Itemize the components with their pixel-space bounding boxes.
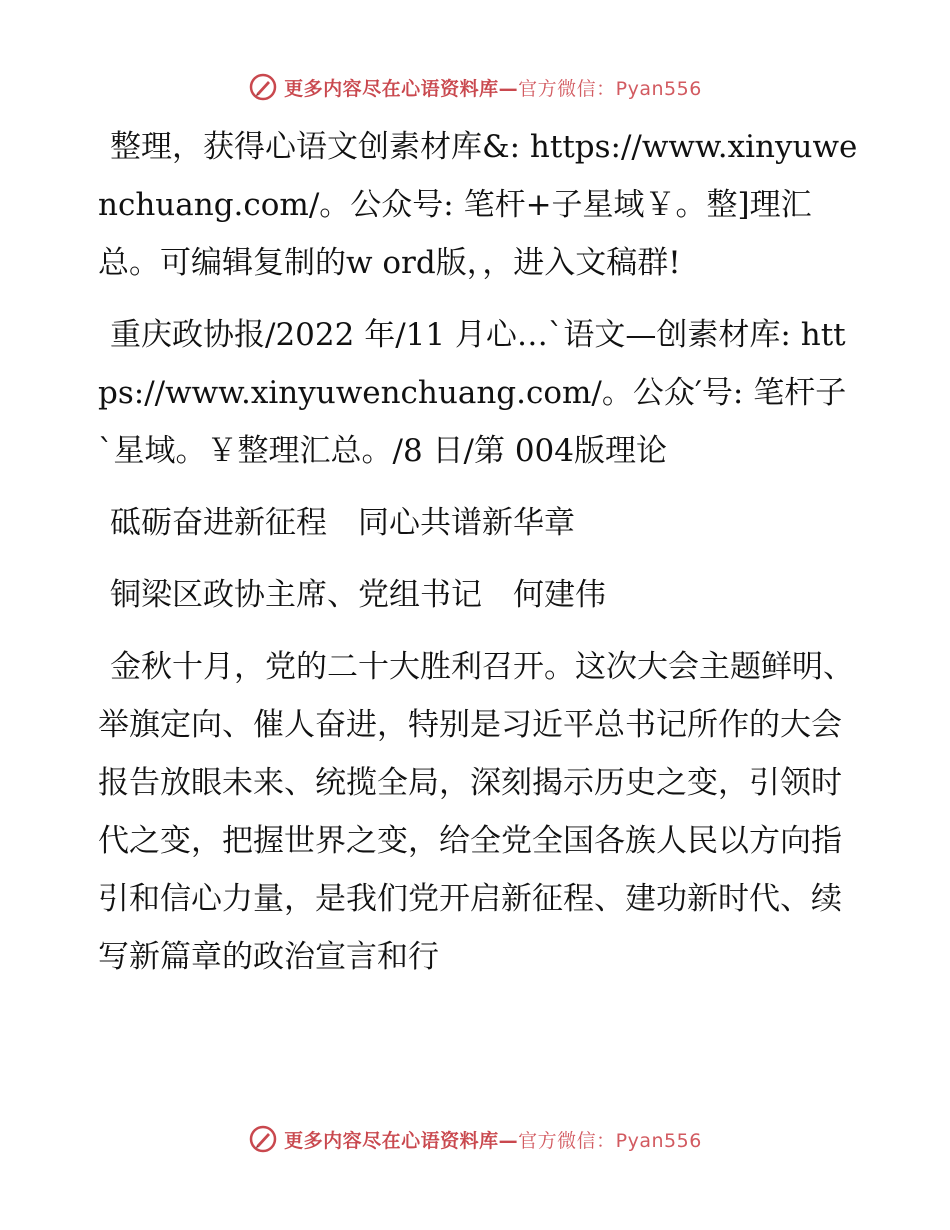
pen-logo-icon [248, 72, 278, 102]
document-body [98, 118, 858, 986]
footer-banner-text: 更多内容尽在心语资料库—官方微信：Pyan556 [284, 1129, 702, 1152]
article-title: 砥砺奋进新征程 同心共谱新华章 [110, 505, 575, 541]
pen-logo-icon [248, 1124, 278, 1154]
source-paragraph: 重庆政协报/2022 年/11 月心…`语文—创素材库: https://www.xinyuwenchuang.com/。公众′号: 笔杆子`星域。￥整理汇总。/8 日/第 004版理论 [98, 317, 847, 469]
header-banner [0, 72, 950, 102]
body-paragraph: 金秋十月，党的二十大胜利召开。这次大会主题鲜明、举旗定向、催人奋进，特别是习近平总书记所作的大会报告放眼未来、统揽全局，深刻揭示历史之变，引领时代之变，把握世界之变，给全党全国各族人民以方向指引和信心力量，是我们党开启新征程、建功新时代、续写新篇章的政治宣言和行 [98, 649, 854, 975]
footer-banner [0, 1124, 950, 1154]
intro-paragraph: 整理，获得心语文创素材库&: https://www.xinyuwenchuang.com/。公众号: 笔杆+子星域￥。整]理汇总。可编辑复制的w ord版，，进入文稿群! [98, 129, 858, 281]
article-author: 铜梁区政协主席、党组书记 何建伟 [110, 577, 606, 613]
header-banner-text: 更多内容尽在心语资料库—官方微信：Pyan556 [284, 77, 702, 100]
